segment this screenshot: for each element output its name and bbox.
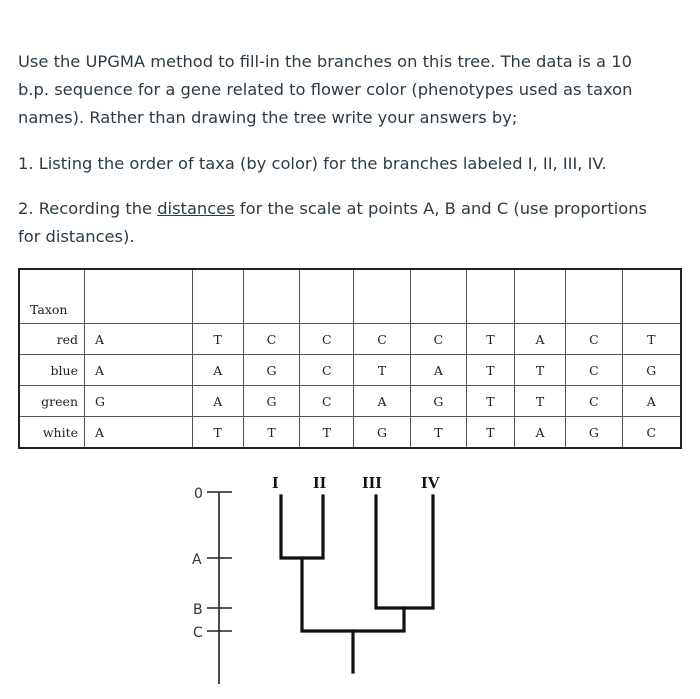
instructions-item-2 xyxy=(18,195,683,251)
table-cell xyxy=(410,269,466,324)
base-cell: A xyxy=(192,386,243,417)
base-cell: C xyxy=(300,355,354,386)
base-cell: T xyxy=(243,417,299,449)
base-cell: T xyxy=(192,324,243,355)
table-cell xyxy=(354,269,410,324)
taxon-cell: red xyxy=(19,324,85,355)
base-cell: C xyxy=(354,324,410,355)
table-row xyxy=(19,417,681,449)
base-cell: A xyxy=(514,417,565,449)
table-cell xyxy=(514,269,565,324)
base-cell: T xyxy=(192,417,243,449)
table-cell xyxy=(85,269,193,324)
branch-label-III: III xyxy=(362,473,382,492)
base-cell: T xyxy=(467,417,515,449)
base-cell: G xyxy=(622,355,681,386)
table-row xyxy=(19,386,681,417)
base-cell: A xyxy=(410,355,466,386)
base-cell: C xyxy=(622,417,681,449)
taxon-cell: white xyxy=(19,417,85,449)
table-header-row xyxy=(19,269,681,324)
branch-label-I: I xyxy=(272,473,279,492)
taxon-cell: blue xyxy=(19,355,85,386)
instruction-text: 2. Recording the xyxy=(18,199,158,218)
base-cell: T xyxy=(622,324,681,355)
instructions-paragraph-1 xyxy=(18,48,683,132)
instructions-item-1: 1. Listing the order of taxa (by color) for the branches labeled I, II, III, IV. xyxy=(18,154,607,173)
table-cell xyxy=(467,269,515,324)
instruction-line: names). Rather than drawing the tree write your answers by; xyxy=(18,108,518,127)
scale-label-0: 0 xyxy=(194,486,203,502)
instruction-line: Use the UPGMA method to fill-in the branches on this tree. The data is a 10 xyxy=(18,52,632,71)
base-cell: A xyxy=(85,324,193,355)
base-cell: C xyxy=(566,324,622,355)
branch-label-IV: IV xyxy=(421,473,440,492)
base-cell: T xyxy=(514,386,565,417)
base-cell: T xyxy=(354,355,410,386)
base-cell: T xyxy=(300,417,354,449)
clade-I-II xyxy=(281,496,323,558)
clade-III-IV xyxy=(376,496,433,608)
instruction-text: for the scale at points A, B and C (use proportions xyxy=(234,199,647,218)
base-cell: T xyxy=(467,386,515,417)
distances-underlined: distances xyxy=(157,199,235,218)
branch-label-II: II xyxy=(313,473,327,492)
base-cell: A xyxy=(192,355,243,386)
base-cell: C xyxy=(410,324,466,355)
table-cell xyxy=(300,269,354,324)
base-cell: G xyxy=(566,417,622,449)
base-cell: T xyxy=(467,324,515,355)
base-cell: T xyxy=(514,355,565,386)
base-cell: A xyxy=(85,417,193,449)
scale-label-b: B xyxy=(193,602,203,618)
distance-scale xyxy=(207,492,232,684)
base-cell: A xyxy=(514,324,565,355)
clade-join xyxy=(302,558,404,631)
base-cell: C xyxy=(566,386,622,417)
table-cell xyxy=(566,269,622,324)
base-cell: C xyxy=(300,386,354,417)
base-cell: G xyxy=(243,386,299,417)
taxon-cell: green xyxy=(19,386,85,417)
instruction-line: b.p. sequence for a gene related to flower color (phenotypes used as taxon xyxy=(18,80,633,99)
base-cell: T xyxy=(467,355,515,386)
base-cell: G xyxy=(354,417,410,449)
scale-label-a: A xyxy=(192,552,202,568)
base-cell: A xyxy=(354,386,410,417)
table-cell xyxy=(243,269,299,324)
phylogenetic-tree xyxy=(0,460,700,699)
base-cell: G xyxy=(85,386,193,417)
base-cell: G xyxy=(243,355,299,386)
base-cell: C xyxy=(243,324,299,355)
sequence-table xyxy=(18,268,682,449)
base-cell: C xyxy=(300,324,354,355)
table-cell xyxy=(192,269,243,324)
instruction-text: for distances). xyxy=(18,227,135,246)
base-cell: A xyxy=(85,355,193,386)
table-row xyxy=(19,355,681,386)
scale-label-c: C xyxy=(193,625,203,641)
table-body xyxy=(19,324,681,449)
base-cell: C xyxy=(566,355,622,386)
base-cell: G xyxy=(410,386,466,417)
table-row xyxy=(19,324,681,355)
base-cell: T xyxy=(410,417,466,449)
base-cell: A xyxy=(622,386,681,417)
table-header-taxon: Taxon xyxy=(19,269,85,324)
